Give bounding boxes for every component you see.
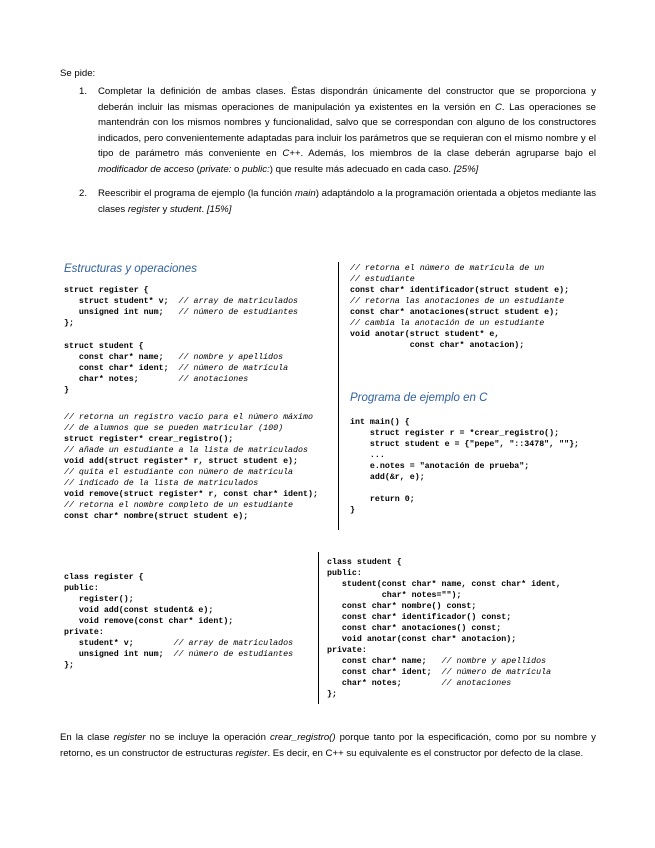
code-line xyxy=(64,468,293,477)
code-line: int main() { xyxy=(350,418,410,427)
code-comment: // retorna un registro vacío para el número máximo xyxy=(64,413,313,422)
code-comment: // quita el estudiante con número de matrícula xyxy=(64,468,294,477)
class-register-code xyxy=(64,572,293,671)
code-line: const char* ident; // número de matrícula xyxy=(327,668,552,677)
struct-student-code xyxy=(64,341,288,396)
code-line: const char* identificador(struct student e); xyxy=(350,286,570,295)
code-line: const char* anotaciones() const; xyxy=(327,624,502,633)
code-line: } xyxy=(64,386,69,395)
code-line: void anotar(struct student* e, xyxy=(350,330,500,339)
code-comment: // cambia la anotación de un estudiante xyxy=(350,319,545,328)
code-line: void anotar(const char* anotacion); xyxy=(327,635,517,644)
column-divider xyxy=(318,552,319,704)
code-line xyxy=(64,501,293,510)
code-comment: // anotaciones xyxy=(178,375,249,384)
task-list xyxy=(79,84,596,217)
code-line: const char* name; // nombre y apellidos xyxy=(64,353,284,362)
code-comment: // array de matriculados xyxy=(178,297,299,306)
code-line: student* v; // array de matriculados xyxy=(64,639,294,648)
code-line: void add(const student& e); xyxy=(64,606,214,615)
functions-code xyxy=(64,412,318,522)
code-line: ... xyxy=(350,451,385,460)
code-line: const char* name; // nombre y apellidos xyxy=(327,657,547,666)
code-comment: // anotaciones xyxy=(441,679,512,688)
code-line: public: xyxy=(327,569,362,578)
code-line: class register { xyxy=(64,573,144,582)
code-comment: // array de matriculados xyxy=(173,639,294,648)
code-line: const char* anotaciones(struct student e); xyxy=(350,308,560,317)
code-line: private: xyxy=(64,628,104,637)
code-line xyxy=(64,479,258,488)
code-comment: // añade un estudiante a la lista de matriculados xyxy=(64,446,308,455)
code-line: struct register* crear_registro(); xyxy=(64,435,234,444)
code-line xyxy=(350,275,415,284)
code-comment: // nombre y apellidos xyxy=(441,657,547,666)
code-comment: // número de estudiantes xyxy=(173,650,294,659)
code-line: }; xyxy=(327,690,337,699)
code-line xyxy=(350,264,544,273)
code-line: char* notes; // anotaciones xyxy=(327,679,512,688)
structs-heading: Estructuras y operaciones xyxy=(64,263,197,275)
code-line: e.notes = "anotación de prueba"; xyxy=(350,462,530,471)
list-item: 1. Completar la definición de ambas clases. Éstas dispondrán únicamente del constructor que se proporciona y deberán incluir las mismas operaciones de manipulación ya existentes en la versión en C. Las operaciones se mantendrán con los mismos nombres y funcionalidad, salvo que se correspondan con alguno de los constructores indicados, pero convenientemente adaptadas para incluir los parámetros que se requieran con el mismo nombre y el tipo de parámetro más conveniente en C++. Además, los miembros de la clase deberán agruparse bajo el modificador de acceso (private: o public:) que resulte más adecuado en cada caso. [25%] xyxy=(79,86,596,175)
main-program-code xyxy=(350,417,579,516)
code-line: char* notes=""); xyxy=(327,591,462,600)
code-line: struct register r = *crear_registro(); xyxy=(350,429,560,438)
code-line: class student { xyxy=(327,558,402,567)
column-divider xyxy=(338,262,339,530)
code-comment: // de alumnos que se pueden matricular (100) xyxy=(64,424,284,433)
code-line: } xyxy=(350,506,355,515)
list-item: 2. Reescribir el programa de ejemplo (la función main) adaptándolo a la programación orientada a objetos mediante las clases register y student. [15%] xyxy=(79,188,596,215)
code-line: }; xyxy=(64,319,74,328)
code-line: void remove(struct register* r, const char* ident); xyxy=(64,490,318,499)
code-comment: // indicado de la lista de matriculados xyxy=(64,479,259,488)
code-line: student(const char* name, const char* ident, xyxy=(327,580,562,589)
code-line: add(&r, e); xyxy=(350,473,425,482)
code-line: const char* anotacion); xyxy=(350,341,525,350)
list-item-number: 2. xyxy=(79,188,88,199)
code-line: const char* nombre(struct student e); xyxy=(64,512,249,521)
code-line: unsigned int num; // número de estudiantes xyxy=(64,650,294,659)
code-line: register(); xyxy=(64,595,134,604)
code-line xyxy=(350,319,544,328)
code-line: return 0; xyxy=(350,495,415,504)
code-comment: // retorna el número de matrícula de un xyxy=(350,264,545,273)
code-line: void add(struct register* r, struct student e); xyxy=(64,457,299,466)
code-line: const char* nombre() const; xyxy=(327,602,477,611)
code-line: void remove(const char* ident); xyxy=(64,617,234,626)
code-line: private: xyxy=(327,646,367,655)
functions-right-code xyxy=(350,263,569,351)
code-comment: // número de matrícula xyxy=(441,668,552,677)
code-line xyxy=(64,446,308,455)
code-comment: // retorna las anotaciones de un estudiante xyxy=(350,297,565,306)
code-line: struct register { xyxy=(64,286,149,295)
code-line xyxy=(350,297,564,306)
code-line xyxy=(64,424,283,433)
footer-note: En la clase register no se incluye la operación crear_registro() porque tanto por la especificación, como por su nombre y retorno, es un constructor de estructuras register. Es decir, en C++ su equivalente es el constructor por defecto de la clase. xyxy=(60,732,596,759)
code-line: unsigned int num; // número de estudiantes xyxy=(64,308,299,317)
code-line: char* notes; // anotaciones xyxy=(64,375,249,384)
code-comment: // número de matrícula xyxy=(178,364,289,373)
code-line: }; xyxy=(64,661,74,670)
list-item-number: 1. xyxy=(79,86,88,97)
code-comment: // estudiante xyxy=(350,275,415,284)
code-line xyxy=(64,413,313,422)
code-line: struct student { xyxy=(64,342,144,351)
class-student-code xyxy=(327,557,561,700)
struct-register-code xyxy=(64,285,298,329)
code-line: public: xyxy=(64,584,99,593)
example-heading: Programa de ejemplo en C xyxy=(350,392,488,404)
code-line: struct student e = {"pepe", "::3478", ""}; xyxy=(350,440,580,449)
code-comment: // número de estudiantes xyxy=(178,308,299,317)
code-comment: // retorna el nombre completo de un estudiante xyxy=(64,501,294,510)
code-line: struct student* v; // array de matriculados xyxy=(64,297,299,306)
code-comment: // nombre y apellidos xyxy=(178,353,284,362)
intro-text: Se pide: xyxy=(60,68,96,79)
code-line: const char* ident; // número de matrícula xyxy=(64,364,289,373)
code-line: const char* identificador() const; xyxy=(327,613,512,622)
